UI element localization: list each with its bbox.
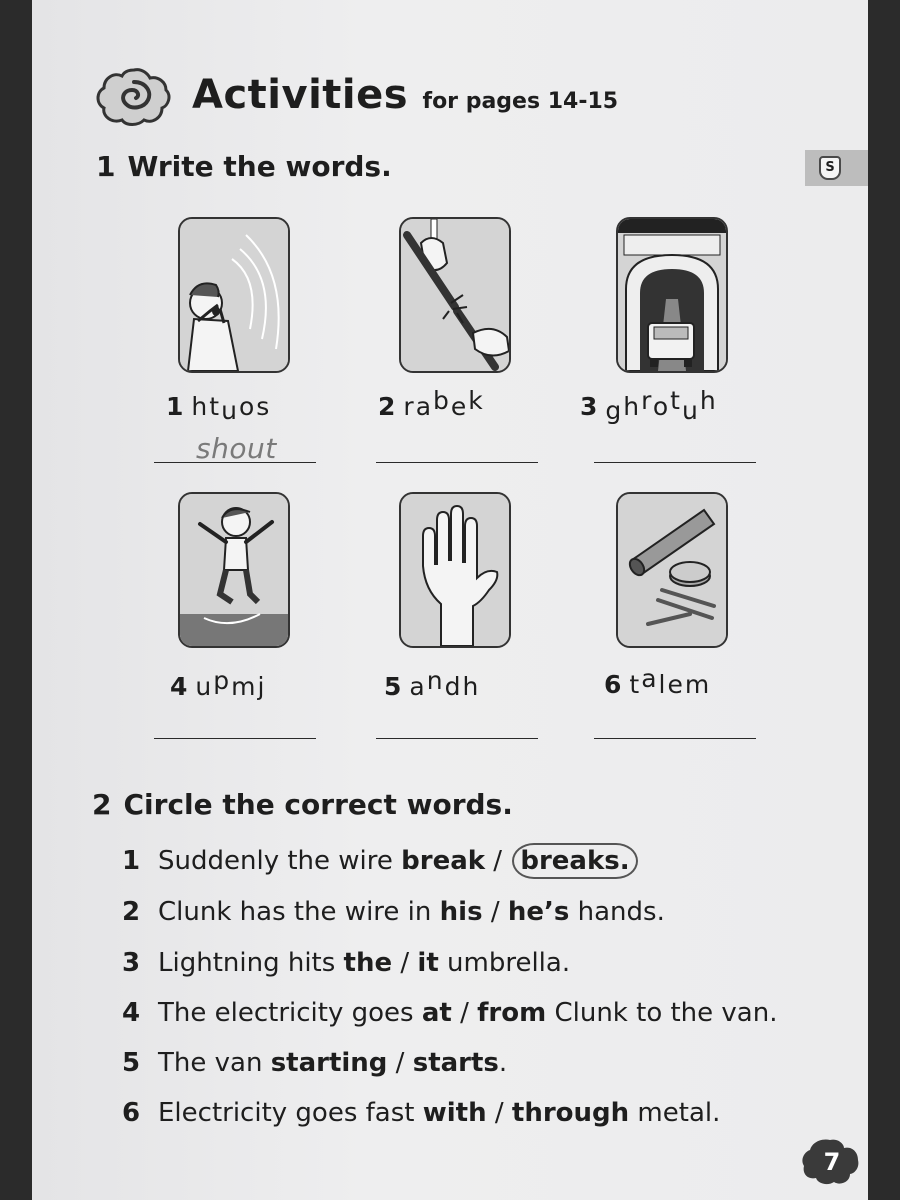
answer-line-3[interactable] [594, 462, 756, 463]
page-number: 7 [823, 1148, 841, 1176]
option-1[interactable]: break [401, 846, 486, 876]
jumbled-word-2: 2 rabek [378, 386, 485, 421]
sentence-5: 5 The van starting / starts. [122, 1048, 508, 1078]
option-2[interactable]: he’s [507, 897, 570, 927]
swirl-flower-icon [96, 66, 172, 126]
answer-line-2[interactable] [376, 462, 538, 463]
jumbled-word-4: 4 upmj [170, 666, 267, 701]
jumping-boy-icon [180, 494, 288, 646]
picture-card-6 [616, 492, 728, 648]
tunnel-car-icon [618, 219, 726, 371]
picture-card-4 [178, 492, 290, 648]
shouting-boy-icon [180, 219, 288, 371]
picture-card-3 [616, 217, 728, 373]
page-subtitle: for pages 14-15 [422, 89, 619, 114]
option-1[interactable]: starting [270, 1048, 388, 1078]
sentence-1: 1 Suddenly the wire break / breaks. [122, 846, 638, 876]
option-1[interactable]: the [343, 948, 393, 978]
option-2[interactable]: starts [412, 1048, 499, 1078]
jumbled-word-1: 1 htuos [166, 392, 272, 425]
option-1[interactable]: with [422, 1098, 487, 1128]
sentence-2: 2 Clunk has the wire in his / he’s hands. [122, 897, 665, 927]
side-tab [805, 150, 868, 186]
metal-objects-icon [618, 494, 726, 646]
option-2[interactable]: it [417, 948, 439, 978]
jumbled-word-6: 6 talem [604, 664, 712, 699]
option-1[interactable]: his [439, 897, 483, 927]
activity-1-heading: 1 Write the words. [96, 150, 392, 183]
answer-line-1[interactable] [154, 462, 316, 463]
answer-line-6[interactable] [594, 738, 756, 739]
shield-badge-icon: S [819, 156, 841, 180]
sentence-6: 6 Electricity goes fast with / through metal. [122, 1098, 721, 1128]
picture-card-2 [399, 217, 511, 373]
activity-2-heading: 2 Circle the correct words. [92, 788, 513, 821]
option-2[interactable]: from [477, 998, 547, 1028]
page-title: Activities for pages 14-15 [192, 72, 619, 118]
hand-icon [401, 494, 509, 646]
option-2[interactable]: through [511, 1098, 630, 1128]
sentence-4: 4 The electricity goes at / from Clunk to the van. [122, 998, 778, 1028]
picture-card-1 [178, 217, 290, 373]
sentence-3: 3 Lightning hits the / it umbrella. [122, 948, 571, 978]
answer-line-4[interactable] [154, 738, 316, 739]
answer-line-5[interactable] [376, 738, 538, 739]
breaking-stick-icon [401, 219, 509, 371]
jumbled-word-3: 3 ghrotuh [580, 386, 718, 425]
jumbled-word-5: 5 andh [384, 666, 481, 701]
answer-1: shout [196, 432, 277, 465]
option-1[interactable]: at [421, 998, 452, 1028]
option-2-circled[interactable]: breaks. [512, 843, 637, 879]
picture-card-5 [399, 492, 511, 648]
